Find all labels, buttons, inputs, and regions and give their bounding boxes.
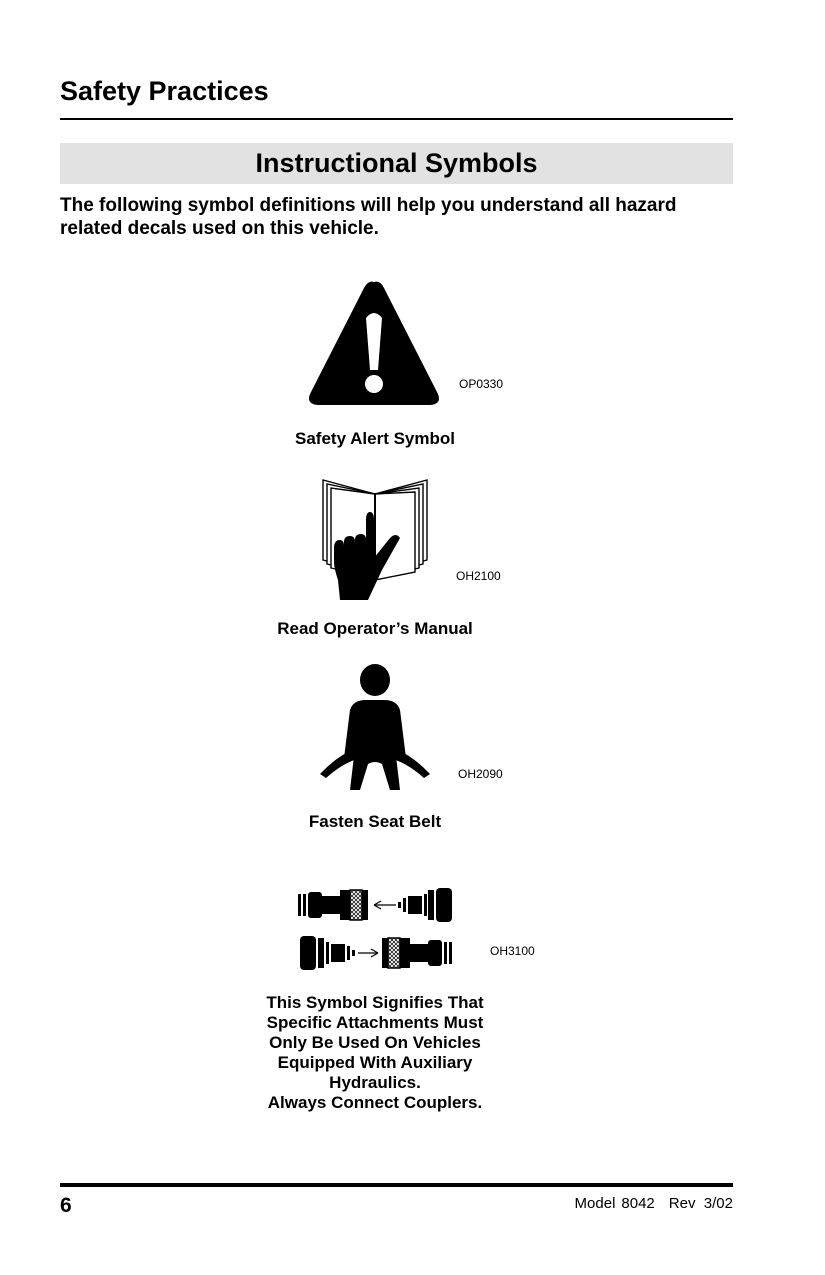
hydraulics-caption-line: Specific Attachments Must: [266, 1013, 484, 1032]
seat-belt-caption: Fasten Seat Belt: [308, 812, 442, 831]
hydraulics-caption: [175, 993, 575, 1113]
symbol-code-op0330: OP0330: [459, 377, 504, 391]
section-title: Instructional Symbols: [255, 148, 538, 178]
symbol-code-oh3100: OH3100: [490, 944, 535, 958]
revision-label: Rev 3/02: [668, 1195, 733, 1212]
symbol-code-oh2090: OH2090: [458, 767, 503, 781]
seat-belt-icon: [316, 662, 434, 792]
hydraulic-couplers-icon: [296, 884, 456, 974]
model-label: Model: [574, 1195, 616, 1212]
operator-manual-icon: [320, 472, 430, 604]
footer-divider: [60, 1183, 733, 1187]
intro-paragraph: The following symbol definitions will help you understand all hazard related decals used on this vehicle.: [60, 195, 677, 239]
operator-manual-caption: Read Operator’s Manual: [277, 619, 473, 638]
hydraulics-caption-line: Only Be Used On Vehicles: [269, 1033, 481, 1052]
hydraulics-caption-line: Always Connect Couplers.: [267, 1093, 483, 1112]
symbol-code-oh2100: OH2100: [456, 569, 501, 583]
safety-alert-icon: [306, 278, 442, 408]
header-divider: [60, 118, 733, 120]
hydraulics-caption-line: Equipped With Auxiliary: [277, 1053, 473, 1072]
model-number: 8042: [621, 1195, 655, 1212]
section-title-band: [60, 143, 733, 184]
page-header-title: Safety Practices: [60, 76, 269, 106]
safety-alert-caption: Safety Alert Symbol: [295, 429, 455, 448]
hydraulics-caption-line: This Symbol Signifies That: [266, 993, 484, 1012]
footer-model-info: [569, 1195, 733, 1212]
hydraulics-caption-line: Hydraulics.: [329, 1073, 421, 1092]
page-number: 6: [60, 1194, 72, 1217]
